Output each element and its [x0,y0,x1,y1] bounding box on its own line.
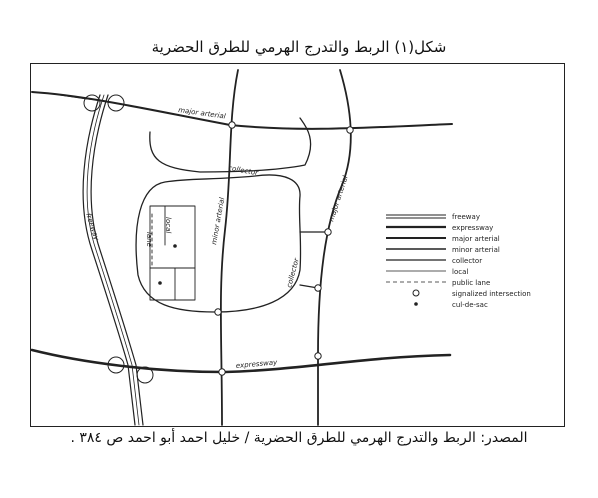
legend-freeway [386,213,480,221]
signalized-intersection [325,229,331,235]
major-arterial-right [318,70,351,425]
cul-de-sac [173,244,177,248]
label-lane: lane [145,232,153,247]
signalized-intersection [215,309,221,315]
label-local: local [164,217,172,234]
signalized-intersection [229,122,235,128]
legend-label: freeway [452,213,480,221]
legend-label: collector [452,257,483,265]
legend-major-arterial [386,235,500,243]
legend-collector [386,257,482,265]
legend-expressway [386,224,493,232]
legend [386,213,531,309]
signalized-intersection [347,127,353,133]
legend-local [386,268,468,276]
signalized-intersection [315,285,321,291]
label-major-arterial: major arterial [177,106,227,121]
label-minor-arterial: minor arterial [210,196,227,246]
legend-label: local [452,268,469,276]
signalized-intersection [219,369,225,375]
legend-label: cul-de-sac [452,301,488,309]
legend-signalized-intersection [413,290,531,298]
label-freeway: freeway [84,212,101,242]
legend-label: major arterial [452,235,500,243]
legend-label: signalized intersection [452,290,531,298]
legend-label: minor arterial [452,246,500,254]
freeway-road [83,95,143,425]
legend-label: expressway [452,224,494,232]
legend-cul-de-sac [414,301,488,309]
label-collector-top: collector [227,164,259,178]
legend-minor-arterial [386,246,500,254]
label-collector-right: collector [285,257,301,289]
legend-public-lane [386,279,490,287]
figure-source-caption: المصدر: الربط والتدرج الهرمي للطرق الحضرية / خليل احمد أبو احمد ص ٣٨٤ . [70,430,528,446]
figure-title: شكل(١) الربط والتدرج الهرمي للطرق الحضرية [151,38,447,56]
label-expressway: expressway [235,358,278,370]
signalized-intersection [315,353,321,359]
legend-label: public lane [452,279,491,287]
cul-de-sac [158,281,162,285]
label-major-arterial-right: major arterial [327,174,350,223]
collector-loop [136,175,300,312]
